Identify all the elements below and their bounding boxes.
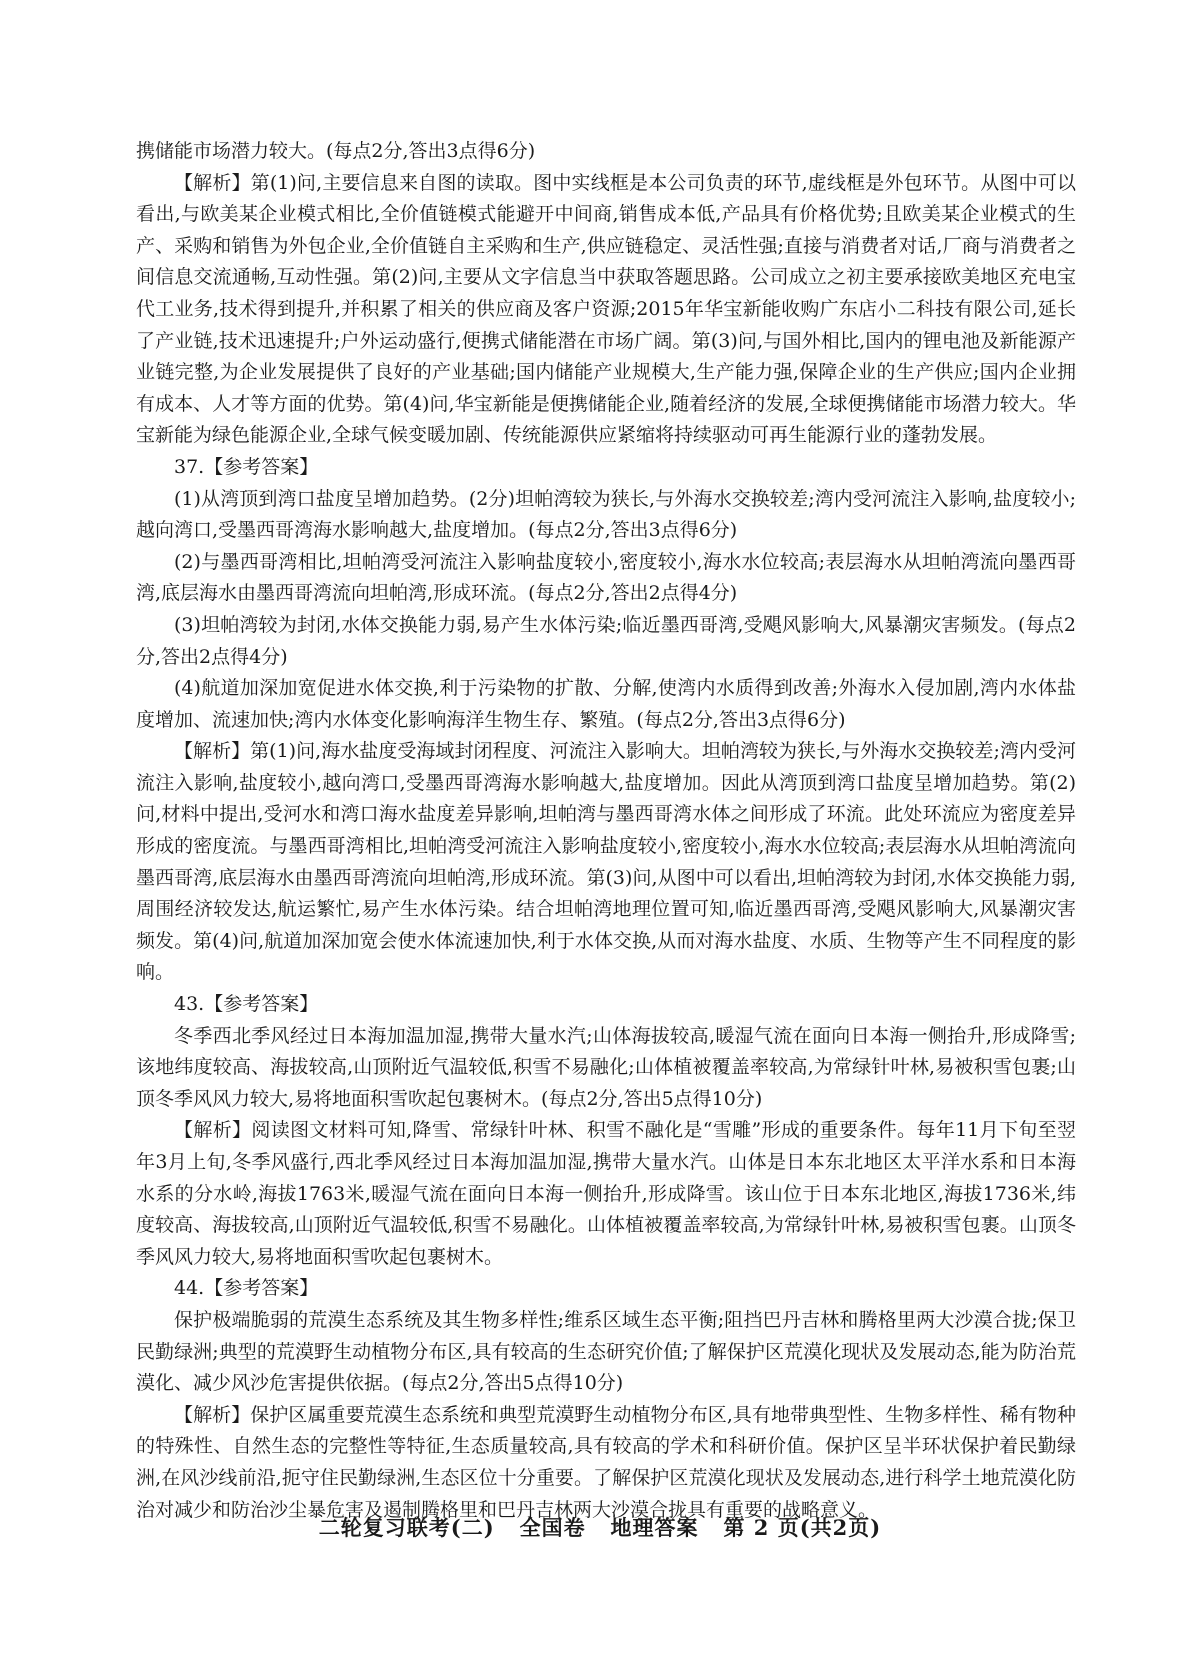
- question-heading: 43.【参考答案】: [174, 993, 319, 1016]
- paragraph: (2)与墨西哥湾相比,坦帕湾受河流注入影响盐度较小,密度较小,海水水位较高;表层海水从坦帕湾流向墨西哥湾,底层海水由墨西哥湾流向坦帕湾,形成环流。(每点2分,答出2点得4分): [136, 550, 1076, 605]
- paragraph: 【解析】第(1)问,主要信息来自图的读取。图中实线框是本公司负责的环节,虚线框是外包环节。从图中可以看出,与欧美某企业模式相比,全价值链模式能避开中间商,销售成本低,产品具有价格优势;且欧美某企业模式的生产、采购和销售为外包企业,全价值链自主采购和生产,供应链稳定、灵活性强;直接与消费者对话,厂商与消费者之间信息交流通畅,互动性强。第(2)问,主要从文字信息当中获取答题思路。公司成立之初主要承接欧美地区充电宝代工业务,技术得到提升,并积累了相关的供应商及客户资源;2015年华宝新能收购广东店小二科技有限公司,延长了产业链,技术迅速提升;户外运动盛行,便携式储能潜在市场广阔。第(3)问,与国外相比,国内的锂电池及新能源产业链完整,为企业发展提供了良好的产业基础;国内储能产业规模大,生产能力强,保障企业的生产供应;国内企业拥有成本、人才等方面的优势。第(4)问,华宝新能是便携储能企业,随着经济的发展,全球便携储能市场潜力较大。华宝新能为绿色能源企业,全球气候变暖加剧、传统能源供应紧缩将持续驱动可再生能源行业的蓬勃发展。: [136, 171, 1076, 447]
- question-heading: 37.【参考答案】: [174, 455, 319, 478]
- paragraph: 【解析】保护区属重要荒漠生态系统和典型荒漠野生动植物分布区,具有地带典型性、生物多样性、稀有物种的特殊性、自然生态的完整性等特征,生态质量较高,具有较高的学术和科研价值。保护区呈半环状保护着民勤绿洲,在风沙线前沿,扼守住民勤绿洲,生态区位十分重要。了解保护区荒漠化现状及发展动态,进行科学土地荒漠化防治对减少和防治沙尘暴危害及遏制腾格里和巴丹吉林两大沙漠合拢具有重要的战略意义。: [136, 1403, 1076, 1521]
- paragraph: 【解析】阅读图文材料可知,降雪、常绿针叶林、积雪不融化是“雪雕”形成的重要条件。每年11月下旬至翌年3月上旬,冬季风盛行,西北季风经过日本海加温加湿,携带大量水汽。山体是日本东北地区太平洋水系和日本海水系的分水岭,海拔1763米,暖湿气流在面向日本海一侧抬升,形成降雪。该山位于日本东北地区,海拔1736米,纬度较高、海拔较高,山顶附近气温较低,积雪不易融化。山体植被覆盖率较高,为常绿针叶林,易被积雪包裹。山顶冬季风风力较大,易将地面积雪吹起包裹树木。: [136, 1119, 1076, 1268]
- page-footer: 二轮复习联考(二) 全国卷 地理答案 第 2 页(共2页): [318, 1515, 882, 1540]
- paragraph: 携储能市场潜力较大。(每点2分,答出3点得6分): [136, 140, 536, 162]
- paragraph: 保护极端脆弱的荒漠生态系统及其生物多样性;维系区域生态平衡;阻挡巴丹吉林和腾格里两大沙漠合拢;保卫民勤绿洲;典型的荒漠野生动植物分布区,具有较高的生态研究价值;了解保护区荒漠化现状及发展动态,能为防治荒漠化、减少风沙危害提供依据。(每点2分,答出5点得10分): [136, 1308, 1076, 1395]
- answer-content: [136, 136, 1076, 1526]
- paragraph: (4)航道加深加宽促进水体交换,利于污染物的扩散、分解,使湾内水质得到改善;外海水入侵加剧,湾内水体盐度增加、流速加快;湾内水体变化影响海洋生物生存、繁殖。(每点2分,答出3点得6分): [136, 677, 1076, 731]
- paragraph: (3)坦帕湾较为封闭,水体交换能力弱,易产生水体污染;临近墨西哥湾,受飓风影响大,风暴潮灾害频发。(每点2分,答出2点得4分): [136, 613, 1076, 668]
- paragraph: 【解析】第(1)问,海水盐度受海域封闭程度、河流注入影响大。坦帕湾较为狭长,与外海水交换较差;湾内受河流注入影响,盐度较小,越向湾口,受墨西哥湾海水影响越大,盐度增加。因此从湾顶到湾口盐度呈增加趋势。第(2)问,材料中提出,受河水和湾口海水盐度差异影响,坦帕湾与墨西哥湾水体之间形成了环流。此处环流应为密度差异形成的密度流。与墨西哥湾相比,坦帕湾受河流注入影响盐度较小,密度较小,海水水位较高;表层海水从坦帕湾流向墨西哥湾,底层海水由墨西哥湾流向坦帕湾,形成环流。第(3)问,从图中可以看出,坦帕湾较为封闭,水体交换能力弱,周围经济较发达,航运繁忙,易产生水体污染。结合坦帕湾地理位置可知,临近墨西哥湾,受飓风影响大,风暴潮灾害频发。第(4)问,航道加深加宽会使水体流速加快,利于水体交换,从而对海水盐度、水质、生物等产生不同程度的影响。: [136, 740, 1076, 984]
- question-heading: 44.【参考答案】: [174, 1277, 319, 1300]
- paragraph: (1)从湾顶到湾口盐度呈增加趋势。(2分)坦帕湾较为狭长,与外海水交换较差;湾内受河流注入影响,盐度较小;越向湾口,受墨西哥湾海水影响越大,盐度增加。(每点2分,答出3点得6分): [136, 487, 1076, 542]
- paragraph: 冬季西北季风经过日本海加温加湿,携带大量水汽;山体海拔较高,暖湿气流在面向日本海一侧抬升,形成降雪;该地纬度较高、海拔较高,山顶附近气温较低,积雪不易融化;山体植被覆盖率较高,为常绿针叶林,易被积雪包裹;山顶冬季风风力较大,易将地面积雪吹起包裹树木。(每点2分,答出5点得10分): [136, 1024, 1076, 1110]
